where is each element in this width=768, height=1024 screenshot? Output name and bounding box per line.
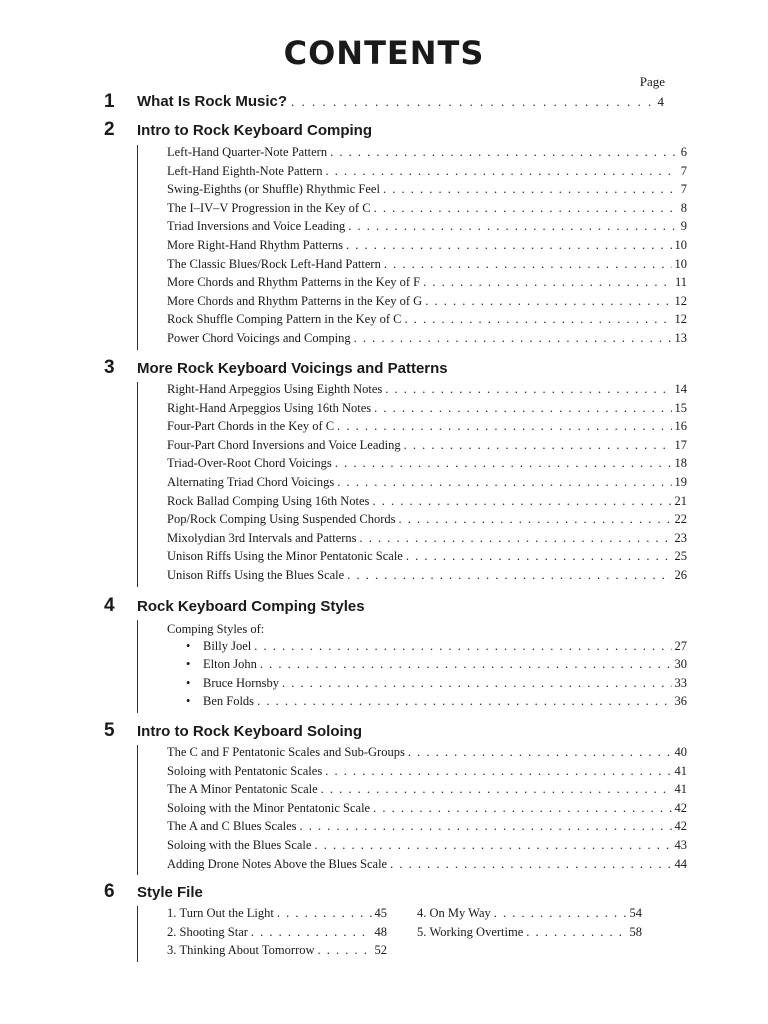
dot-leader	[337, 475, 671, 490]
entry-title: More Chords and Rhythm Patterns in the Key of F	[167, 275, 421, 290]
dot-leader	[399, 512, 672, 527]
chapter-1-heading	[104, 93, 664, 115]
chapter-title: Rock Keyboard Comping Styles	[137, 598, 365, 615]
dot-leader	[360, 531, 672, 546]
toc-entry[interactable]	[167, 382, 687, 401]
toc-entry[interactable]	[167, 238, 687, 257]
toc-entry[interactable]	[167, 182, 687, 201]
page-number: 10	[674, 256, 687, 271]
page-number: 26	[674, 567, 687, 582]
dot-leader	[526, 925, 626, 940]
dot-leader	[277, 906, 372, 921]
dot-leader	[348, 219, 678, 234]
dot-leader	[330, 145, 678, 160]
entry-title: Right-Hand Arpeggios Using Eighth Notes	[167, 382, 383, 396]
toc-entry[interactable]	[167, 801, 687, 820]
chapter-title: Style File	[137, 884, 203, 901]
toc-entry[interactable]	[167, 219, 687, 238]
entry-title: Power Chord Voicings and Comping	[167, 330, 351, 345]
chapter-number: 6	[104, 881, 115, 902]
dot-leader	[406, 549, 672, 564]
entry-title: Unison Riffs Using the Minor Pentatonic Scale	[167, 549, 403, 564]
dot-leader	[326, 164, 678, 179]
page-number: 45	[374, 906, 387, 920]
chapter-6-heading	[104, 883, 664, 905]
chapter-3-heading	[104, 359, 664, 381]
toc-entry[interactable]	[167, 657, 687, 676]
chapter-5-entries	[137, 745, 687, 875]
entry-title: Soloing with the Minor Pentatonic Scale	[167, 800, 371, 815]
page-number: 58	[629, 924, 642, 939]
page-number: 12	[674, 293, 687, 308]
page-number: 23	[674, 530, 687, 545]
dot-leader	[325, 764, 671, 779]
entry-title: Left-Hand Eighth-Note Pattern	[167, 163, 323, 178]
dot-leader	[390, 857, 671, 872]
page-number: 17	[674, 437, 687, 452]
bullet: •	[186, 675, 191, 690]
entry-title: Working Overtime	[429, 924, 524, 939]
toc-entry[interactable]	[167, 275, 687, 294]
entry-title: The C and F Pentatonic Scales and Sub-Groups	[167, 745, 405, 759]
page-number: 41	[674, 763, 687, 778]
toc-entry[interactable]	[167, 419, 687, 438]
comping-styles-intro: Comping Styles of:	[167, 622, 265, 636]
entry-title: The A and C Blues Scales	[167, 819, 297, 834]
page-number: 13	[674, 330, 687, 345]
page-number: 30	[674, 657, 687, 672]
chapter-2-heading	[104, 121, 664, 143]
chapter-4-entries	[137, 620, 687, 713]
page-number: 52	[374, 943, 387, 958]
toc-entry[interactable]	[167, 782, 687, 801]
toc-entry[interactable]	[167, 257, 687, 276]
entry-title: The I–IV–V Progression in the Key of C	[167, 200, 371, 215]
page-number: 25	[674, 549, 687, 564]
style-file-left-column	[167, 906, 387, 962]
page-number: 7	[680, 163, 687, 178]
dot-leader	[374, 401, 671, 416]
dot-leader	[254, 639, 671, 654]
entry-title: The Classic Blues/Rock Left-Hand Pattern	[167, 256, 381, 271]
toc-entry[interactable]	[167, 549, 687, 568]
toc-entry[interactable]	[167, 531, 687, 550]
toc-entry[interactable]	[167, 676, 687, 695]
entry-title: Pop/Rock Comping Using Suspended Chords	[167, 512, 396, 527]
page-number: 44	[674, 856, 687, 871]
dot-leader	[373, 801, 671, 816]
dot-leader	[385, 382, 671, 397]
entry-title: Mixolydian 3rd Intervals and Patterns	[167, 530, 357, 545]
toc-entry[interactable]	[167, 925, 387, 944]
chapter-number: 5	[104, 720, 115, 741]
toc-entry[interactable]	[167, 312, 687, 331]
entry-title: Rock Ballad Comping Using 16th Notes	[167, 493, 370, 508]
page-number: 18	[674, 456, 687, 471]
toc-entry[interactable]	[167, 294, 687, 313]
dot-leader	[404, 312, 671, 327]
entry-title: Right-Hand Arpeggios Using 16th Notes	[167, 400, 372, 415]
dot-leader	[300, 819, 672, 834]
toc-entry[interactable]	[167, 201, 687, 220]
entry-title: The A Minor Pentatonic Scale	[167, 782, 318, 797]
chapter-title: Intro to Rock Keyboard Soloing	[137, 723, 363, 740]
toc-entry[interactable]	[167, 857, 687, 876]
dot-leader	[425, 294, 671, 309]
toc-entry[interactable]	[167, 475, 687, 494]
entry-title: More Right-Hand Rhythm Patterns	[167, 237, 344, 252]
dot-leader	[314, 838, 671, 853]
page-number: 36	[674, 694, 687, 709]
toc-entry[interactable]	[167, 512, 687, 531]
page-number: 6	[680, 145, 687, 159]
chapter-number: 1	[104, 91, 115, 112]
style-file-right-column	[417, 906, 642, 962]
dot-leader	[372, 494, 671, 509]
page-number: 33	[674, 675, 687, 690]
toc-entry[interactable]	[167, 764, 687, 783]
chapter-title: Intro to Rock Keyboard Comping	[137, 122, 373, 139]
chapter-2-entries	[137, 145, 687, 350]
dot-leader	[335, 456, 672, 471]
chapter-1-row	[137, 93, 664, 110]
page-number: 42	[674, 800, 687, 815]
dot-leader	[257, 694, 671, 709]
page-number: 4	[657, 94, 664, 109]
page-number: 43	[674, 837, 687, 852]
dot-leader	[346, 238, 671, 253]
page-number: 9	[680, 219, 687, 234]
page-number: 41	[674, 782, 687, 797]
toc-entry[interactable]	[167, 906, 387, 925]
dot-leader	[321, 782, 672, 797]
entry-title: Ben Folds	[203, 694, 255, 709]
toc-entry[interactable]	[167, 456, 687, 475]
chapter-number: 3	[104, 357, 115, 378]
dot-leader	[383, 182, 678, 197]
entry-title: Thinking About Tomorrow	[179, 943, 315, 958]
entry-title: Turn Out the Light	[179, 906, 274, 920]
toc-entry[interactable]	[167, 819, 687, 838]
page-number: 42	[674, 819, 687, 834]
dot-leader	[354, 331, 672, 346]
chapter-title: What Is Rock Music?	[137, 93, 288, 110]
toc-entry[interactable]	[167, 639, 687, 658]
toc-entry[interactable]	[167, 401, 687, 420]
toc-entry[interactable]	[167, 331, 687, 350]
page-number: 27	[674, 638, 687, 653]
dot-leader	[282, 676, 671, 691]
page-title: CONTENTS	[283, 34, 485, 72]
toc-entry[interactable]	[167, 745, 687, 764]
entry-number: 2.	[167, 924, 177, 939]
page-number: 22	[674, 512, 687, 527]
page-number: 40	[674, 745, 687, 759]
entry-title: Triad-Over-Root Chord Voicings	[167, 456, 332, 471]
entry-title: Bruce Hornsby	[203, 675, 280, 690]
entry-title: Alternating Triad Chord Voicings	[167, 474, 335, 489]
page-number: 16	[674, 419, 687, 434]
toc-entry[interactable]	[417, 906, 642, 925]
page-number: 21	[674, 493, 687, 508]
chapter-4-heading	[104, 597, 664, 619]
page-number: 11	[674, 275, 687, 290]
toc-entry[interactable]	[167, 164, 687, 183]
chapter-title: More Rock Keyboard Voicings and Patterns	[137, 360, 448, 377]
toc-entry[interactable]	[167, 568, 687, 587]
page-number: 7	[680, 182, 687, 197]
entry-title: Elton John	[203, 657, 257, 672]
dot-leader	[291, 94, 653, 110]
toc-entry[interactable]	[167, 494, 687, 513]
chapter-number: 4	[104, 595, 115, 616]
entry-title: Soloing with the Blues Scale	[167, 837, 312, 852]
entry-title: Unison Riffs Using the Blues Scale	[167, 567, 345, 582]
entry-number: 1.	[167, 906, 177, 920]
entry-title: Swing-Eighths (or Shuffle) Rhythmic Feel	[167, 182, 380, 197]
page-number: 48	[374, 924, 387, 939]
page-number: 12	[674, 312, 687, 327]
page-number: 54	[629, 906, 642, 920]
page-number: 19	[674, 474, 687, 489]
toc-entry[interactable]	[417, 925, 642, 944]
toc-entry[interactable]	[167, 943, 387, 962]
entry-number: 3.	[167, 943, 177, 958]
page-number: 10	[674, 237, 687, 252]
dot-leader	[408, 745, 672, 760]
entry-title: Shooting Star	[179, 924, 248, 939]
entry-title: Billy Joel	[203, 638, 252, 653]
chapter-5-heading	[104, 722, 664, 744]
dot-leader	[494, 906, 627, 921]
entry-title: More Chords and Rhythm Patterns in the Key of G	[167, 293, 423, 308]
dot-leader	[337, 419, 671, 434]
chapter-6-entries	[137, 906, 687, 962]
toc-entry[interactable]	[167, 438, 687, 457]
entry-title: Left-Hand Quarter-Note Pattern	[167, 145, 328, 159]
bullet: •	[186, 638, 191, 653]
page-number: 15	[674, 400, 687, 415]
bullet: •	[186, 657, 191, 672]
chapter-3-entries	[137, 382, 687, 587]
dot-leader	[423, 275, 672, 290]
entry-title: On My Way	[429, 906, 491, 920]
entry-title: Four-Part Chord Inversions and Voice Leading	[167, 437, 401, 452]
entry-title: Four-Part Chords in the Key of C	[167, 419, 335, 434]
page-column-label: Page	[639, 74, 665, 89]
entry-title: Rock Shuffle Comping Pattern in the Key of C	[167, 312, 402, 327]
dot-leader	[251, 925, 372, 940]
entry-number: 5.	[417, 924, 427, 939]
dot-leader	[260, 657, 672, 672]
dot-leader	[318, 943, 372, 958]
toc-entry[interactable]	[167, 145, 687, 164]
entry-title: Soloing with Pentatonic Scales	[167, 763, 323, 778]
entry-number: 4.	[417, 906, 427, 920]
dot-leader	[384, 257, 672, 272]
bullet: •	[186, 694, 191, 709]
dot-leader	[374, 201, 678, 216]
style-file-grid	[167, 906, 687, 962]
page-number: 8	[680, 200, 687, 215]
dot-leader	[347, 568, 671, 583]
toc-entry[interactable]	[167, 838, 687, 857]
page-number: 14	[674, 382, 687, 396]
entry-title: Triad Inversions and Voice Leading	[167, 219, 346, 234]
chapter-number: 2	[104, 119, 115, 140]
entry-title: Adding Drone Notes Above the Blues Scale	[167, 856, 388, 871]
toc-entry[interactable]	[167, 694, 687, 713]
dot-leader	[404, 438, 672, 453]
